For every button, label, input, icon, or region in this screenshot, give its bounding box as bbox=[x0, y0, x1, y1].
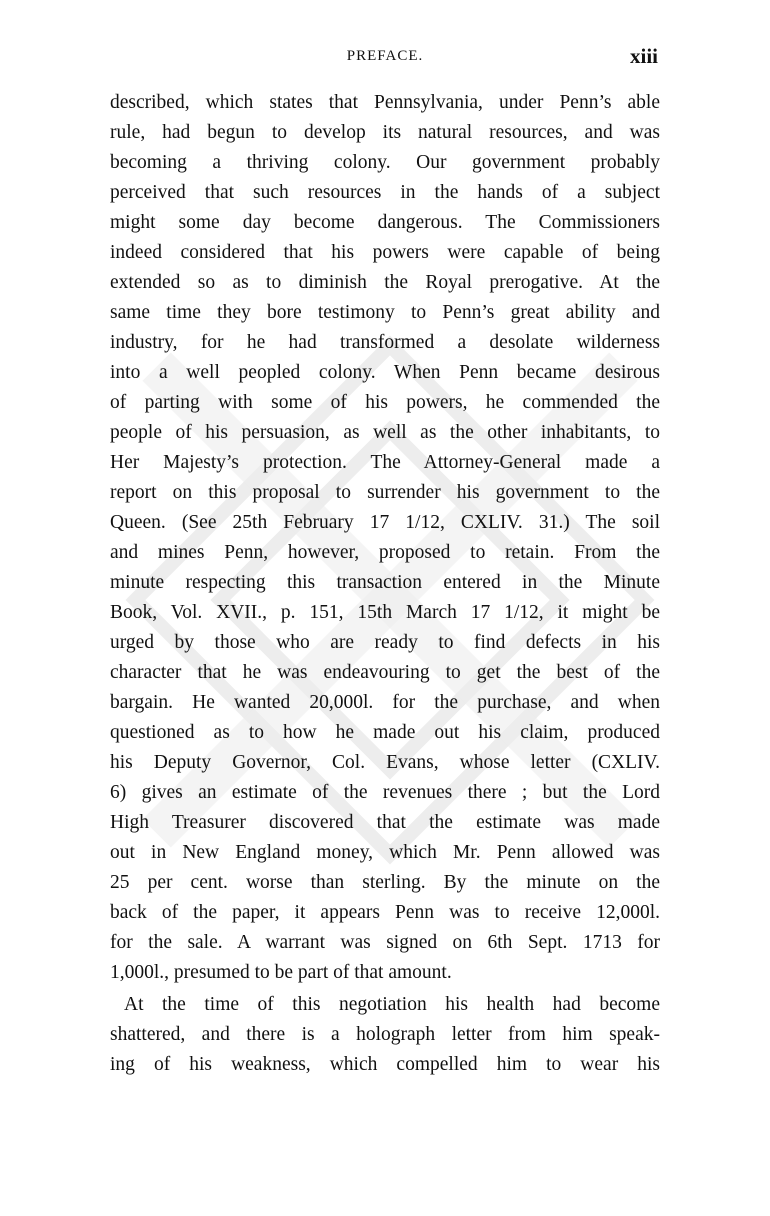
text-line: of parting with some of his powers, he commended the bbox=[110, 392, 660, 413]
text-line: Queen. (See 25th February 17 1/12, CXLIV. 31.) The soil bbox=[110, 512, 660, 533]
text-line: and mines Penn, however, proposed to retain. From the bbox=[110, 542, 660, 563]
text-line: perceived that such resources in the hands of a subject bbox=[110, 182, 660, 203]
text-line: becoming a thriving colony. Our government probably bbox=[110, 152, 660, 173]
text-line: 6) gives an estimate of the revenues there ; but the Lord bbox=[110, 782, 660, 803]
text-line: back of the paper, it appears Penn was to receive 12,000l. bbox=[110, 902, 660, 923]
text-line: industry, for he had transformed a desolate wilderness bbox=[110, 332, 660, 353]
text-line: minute respecting this transaction entered in the Minute bbox=[110, 572, 660, 593]
text-line: 25 per cent. worse than sterling. By the minute on the bbox=[110, 872, 660, 893]
text-line: might some day become dangerous. The Commissioners bbox=[110, 212, 660, 233]
body-text bbox=[110, 88, 660, 1080]
text-line: described, which states that Pennsylvania, under Penn’s able bbox=[110, 92, 660, 113]
text-line: same time they bore testimony to Penn’s great ability and bbox=[110, 302, 660, 323]
text-line: character that he was endeavouring to get the best of the bbox=[110, 662, 660, 683]
text-line: urged by those who are ready to find defects in his bbox=[110, 632, 660, 653]
page-header bbox=[110, 44, 660, 74]
text-line: his Deputy Governor, Col. Evans, whose letter (CXLIV. bbox=[110, 752, 660, 773]
text-line: 1,000l., presumed to be part of that amount. bbox=[110, 962, 452, 983]
text-line: out in New England money, which Mr. Penn allowed was bbox=[110, 842, 660, 863]
text-line: At the time of this negotiation his health had become bbox=[124, 994, 660, 1015]
text-line: Book, Vol. XVII., p. 151, 15th March 17 1/12, it might be bbox=[110, 602, 660, 623]
text-line: bargain. He wanted 20,000l. for the purchase, and when bbox=[110, 692, 660, 713]
text-line: rule, had begun to develop its natural resources, and was bbox=[110, 122, 660, 143]
text-line: for the sale. A warrant was signed on 6th Sept. 1713 for bbox=[110, 932, 660, 953]
text-line: shattered, and there is a holograph letter from him speak- bbox=[110, 1024, 660, 1045]
text-line: questioned as to how he made out his claim, produced bbox=[110, 722, 660, 743]
text-line: indeed considered that his powers were capable of being bbox=[110, 242, 660, 263]
text-line: report on this proposal to surrender his government to the bbox=[110, 482, 660, 503]
text-line: people of his persuasion, as well as the other inhabitants, to bbox=[110, 422, 660, 443]
running-head: PREFACE. bbox=[346, 48, 424, 64]
page-number: xiii bbox=[629, 44, 658, 68]
paragraph bbox=[110, 990, 660, 1080]
text-line: into a well peopled colony. When Penn became desirous bbox=[110, 362, 660, 383]
text-line: ing of his weakness, which compelled him to wear his bbox=[110, 1054, 660, 1075]
text-line: Her Majesty’s protection. The Attorney-General made a bbox=[110, 452, 660, 473]
paragraph bbox=[110, 88, 660, 988]
text-line: High Treasurer discovered that the estimate was made bbox=[110, 812, 660, 833]
text-line: extended so as to diminish the Royal prerogative. At the bbox=[110, 272, 660, 293]
